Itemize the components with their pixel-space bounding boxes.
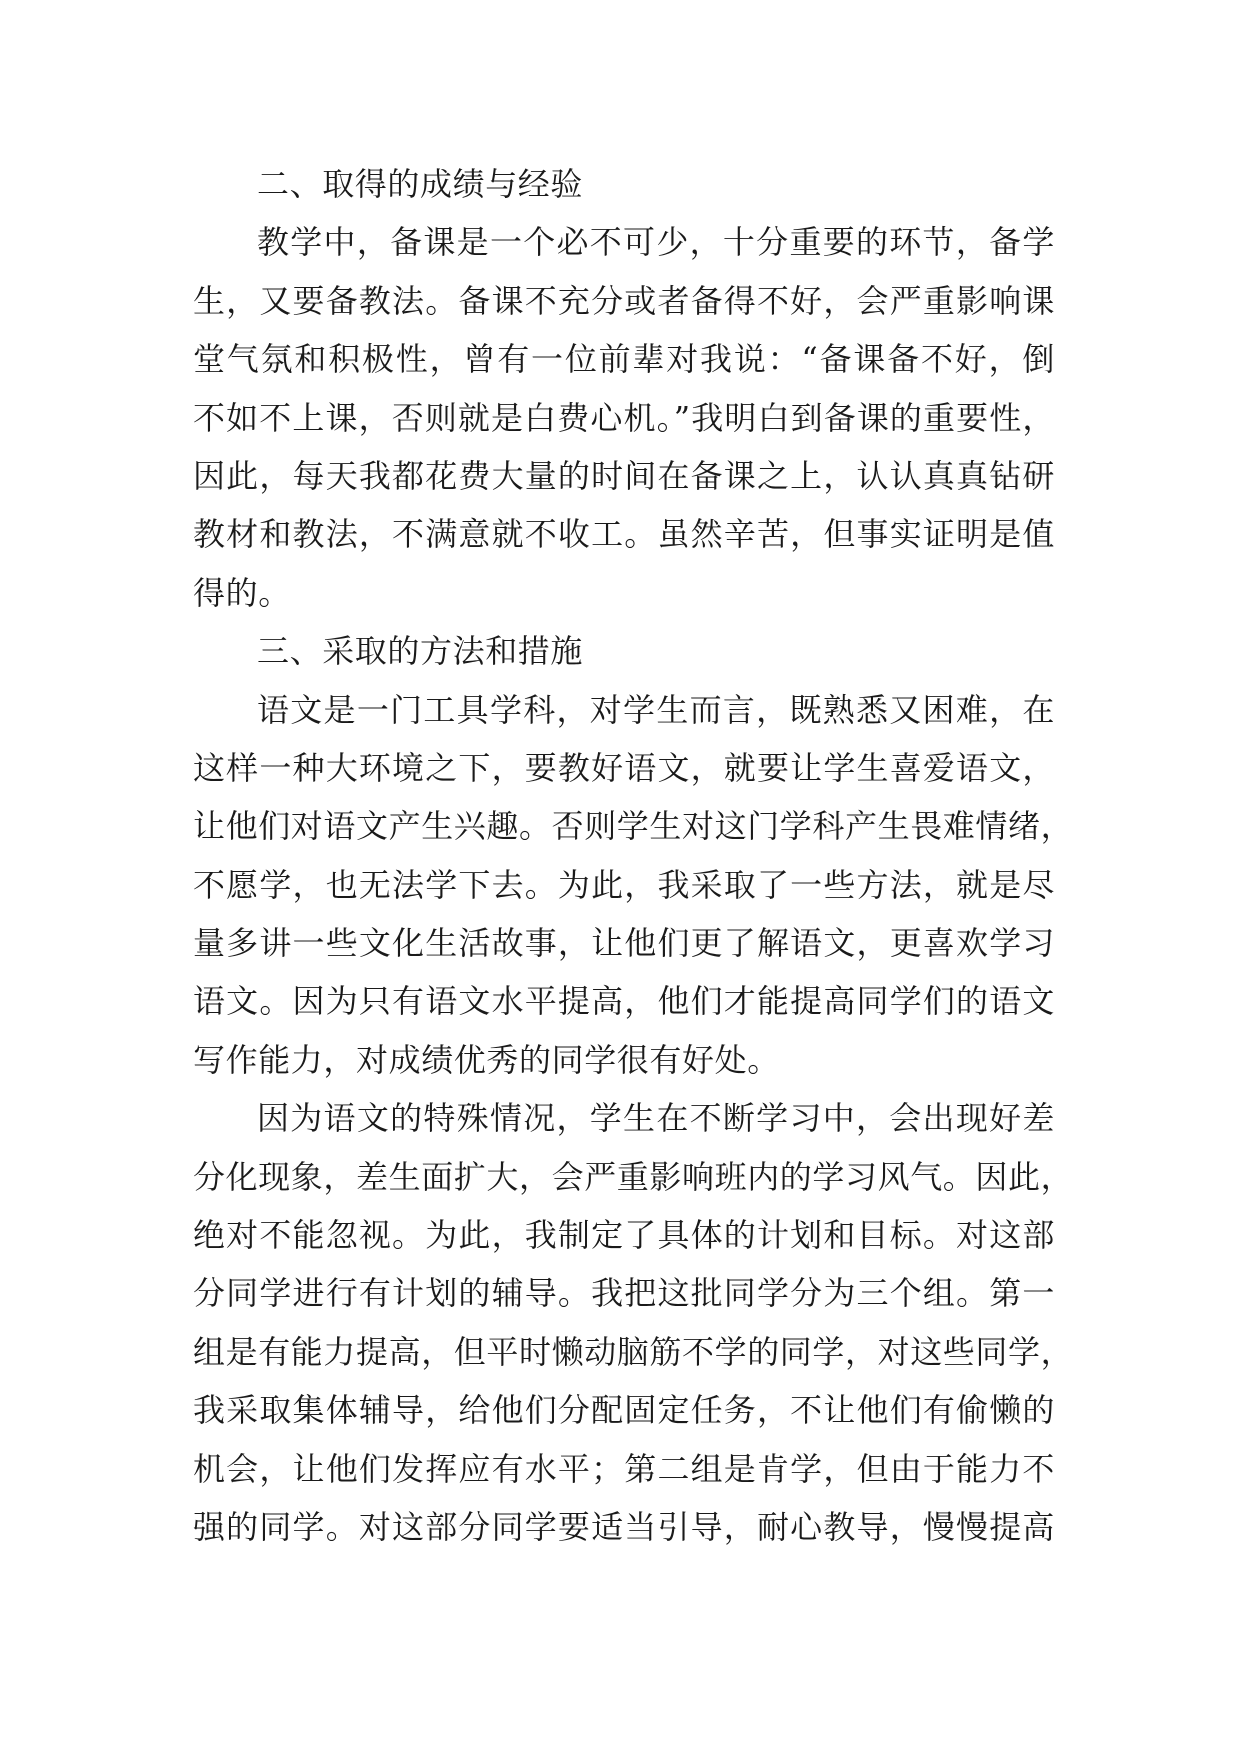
paragraph-line: 语文是一门工具学科，对学生而言，既熟悉又困难，在 xyxy=(257,690,1055,729)
paragraph-line: 生，又要备教法。备课不充分或者备得不好，会严重影响课 xyxy=(193,281,1055,320)
document-body xyxy=(193,155,1074,1556)
paragraph-line: 因为语文的特殊情况，学生在不断学习中，会出现好差 xyxy=(257,1099,1055,1138)
paragraph-line: 教学中，备课是一个必不可少，十分重要的环节，备学 xyxy=(257,223,1055,262)
section-heading-3: 三、采取的方法和措施 xyxy=(257,632,584,671)
paragraph-line: 写作能力，对成绩优秀的同学很有好处。 xyxy=(193,1040,780,1079)
paragraph-line: 这样一种大环境之下，要教好语文，就要让学生喜爱语文， xyxy=(193,748,1055,787)
paragraph-line: 强的同学。对这部分同学要适当引导，耐心教导，慢慢提高 xyxy=(193,1507,1055,1546)
paragraph-line: 组是有能力提高，但平时懒动脑筋不学的同学，对这些同学， xyxy=(193,1332,1074,1371)
paragraph-lesson-prep xyxy=(193,213,1055,622)
paragraph-line: 教材和教法，不满意就不收工。虽然辛苦，但事实证明是值 xyxy=(193,515,1055,554)
paragraph-line: 机会，让他们发挥应有水平；第二组是肯学，但由于能力不 xyxy=(193,1449,1055,1488)
paragraph-line: 分化现象，差生面扩大，会严重影响班内的学习风气。因此， xyxy=(193,1157,1074,1196)
section-heading-2: 二、取得的成绩与经验 xyxy=(257,165,584,203)
paragraph-methods xyxy=(193,681,1074,1090)
paragraph-line: 让他们对语文产生兴趣。否则学生对这门学科产生畏难情绪， xyxy=(193,807,1074,846)
paragraph-line: 堂气氛和积极性，曾有一位前辈对我说：“备课备不好，倒 xyxy=(193,340,1055,379)
paragraph-line: 不愿学，也无法学下去。为此，我采取了一些方法，就是尽 xyxy=(193,865,1055,904)
paragraph-tutoring xyxy=(193,1089,1074,1556)
paragraph-line: 我采取集体辅导，给他们分配固定任务，不让他们有偷懒的 xyxy=(193,1391,1055,1430)
paragraph-line: 绝对不能忽视。为此，我制定了具体的计划和目标。对这部 xyxy=(193,1216,1055,1255)
paragraph-line: 因此，每天我都花费大量的时间在备课之上，认认真真钻研 xyxy=(193,456,1055,495)
paragraph-line: 不如不上课，否则就是白费心机。”我明白到备课的重要性， xyxy=(193,398,1055,437)
paragraph-line: 得的。 xyxy=(193,573,291,612)
paragraph-line: 分同学进行有计划的辅导。我把这批同学分为三个组。第一 xyxy=(193,1274,1055,1313)
paragraph-line: 量多讲一些文化生活故事，让他们更了解语文，更喜欢学习 xyxy=(193,924,1055,963)
paragraph-line: 语文。因为只有语文水平提高，他们才能提高同学们的语文 xyxy=(193,982,1055,1021)
